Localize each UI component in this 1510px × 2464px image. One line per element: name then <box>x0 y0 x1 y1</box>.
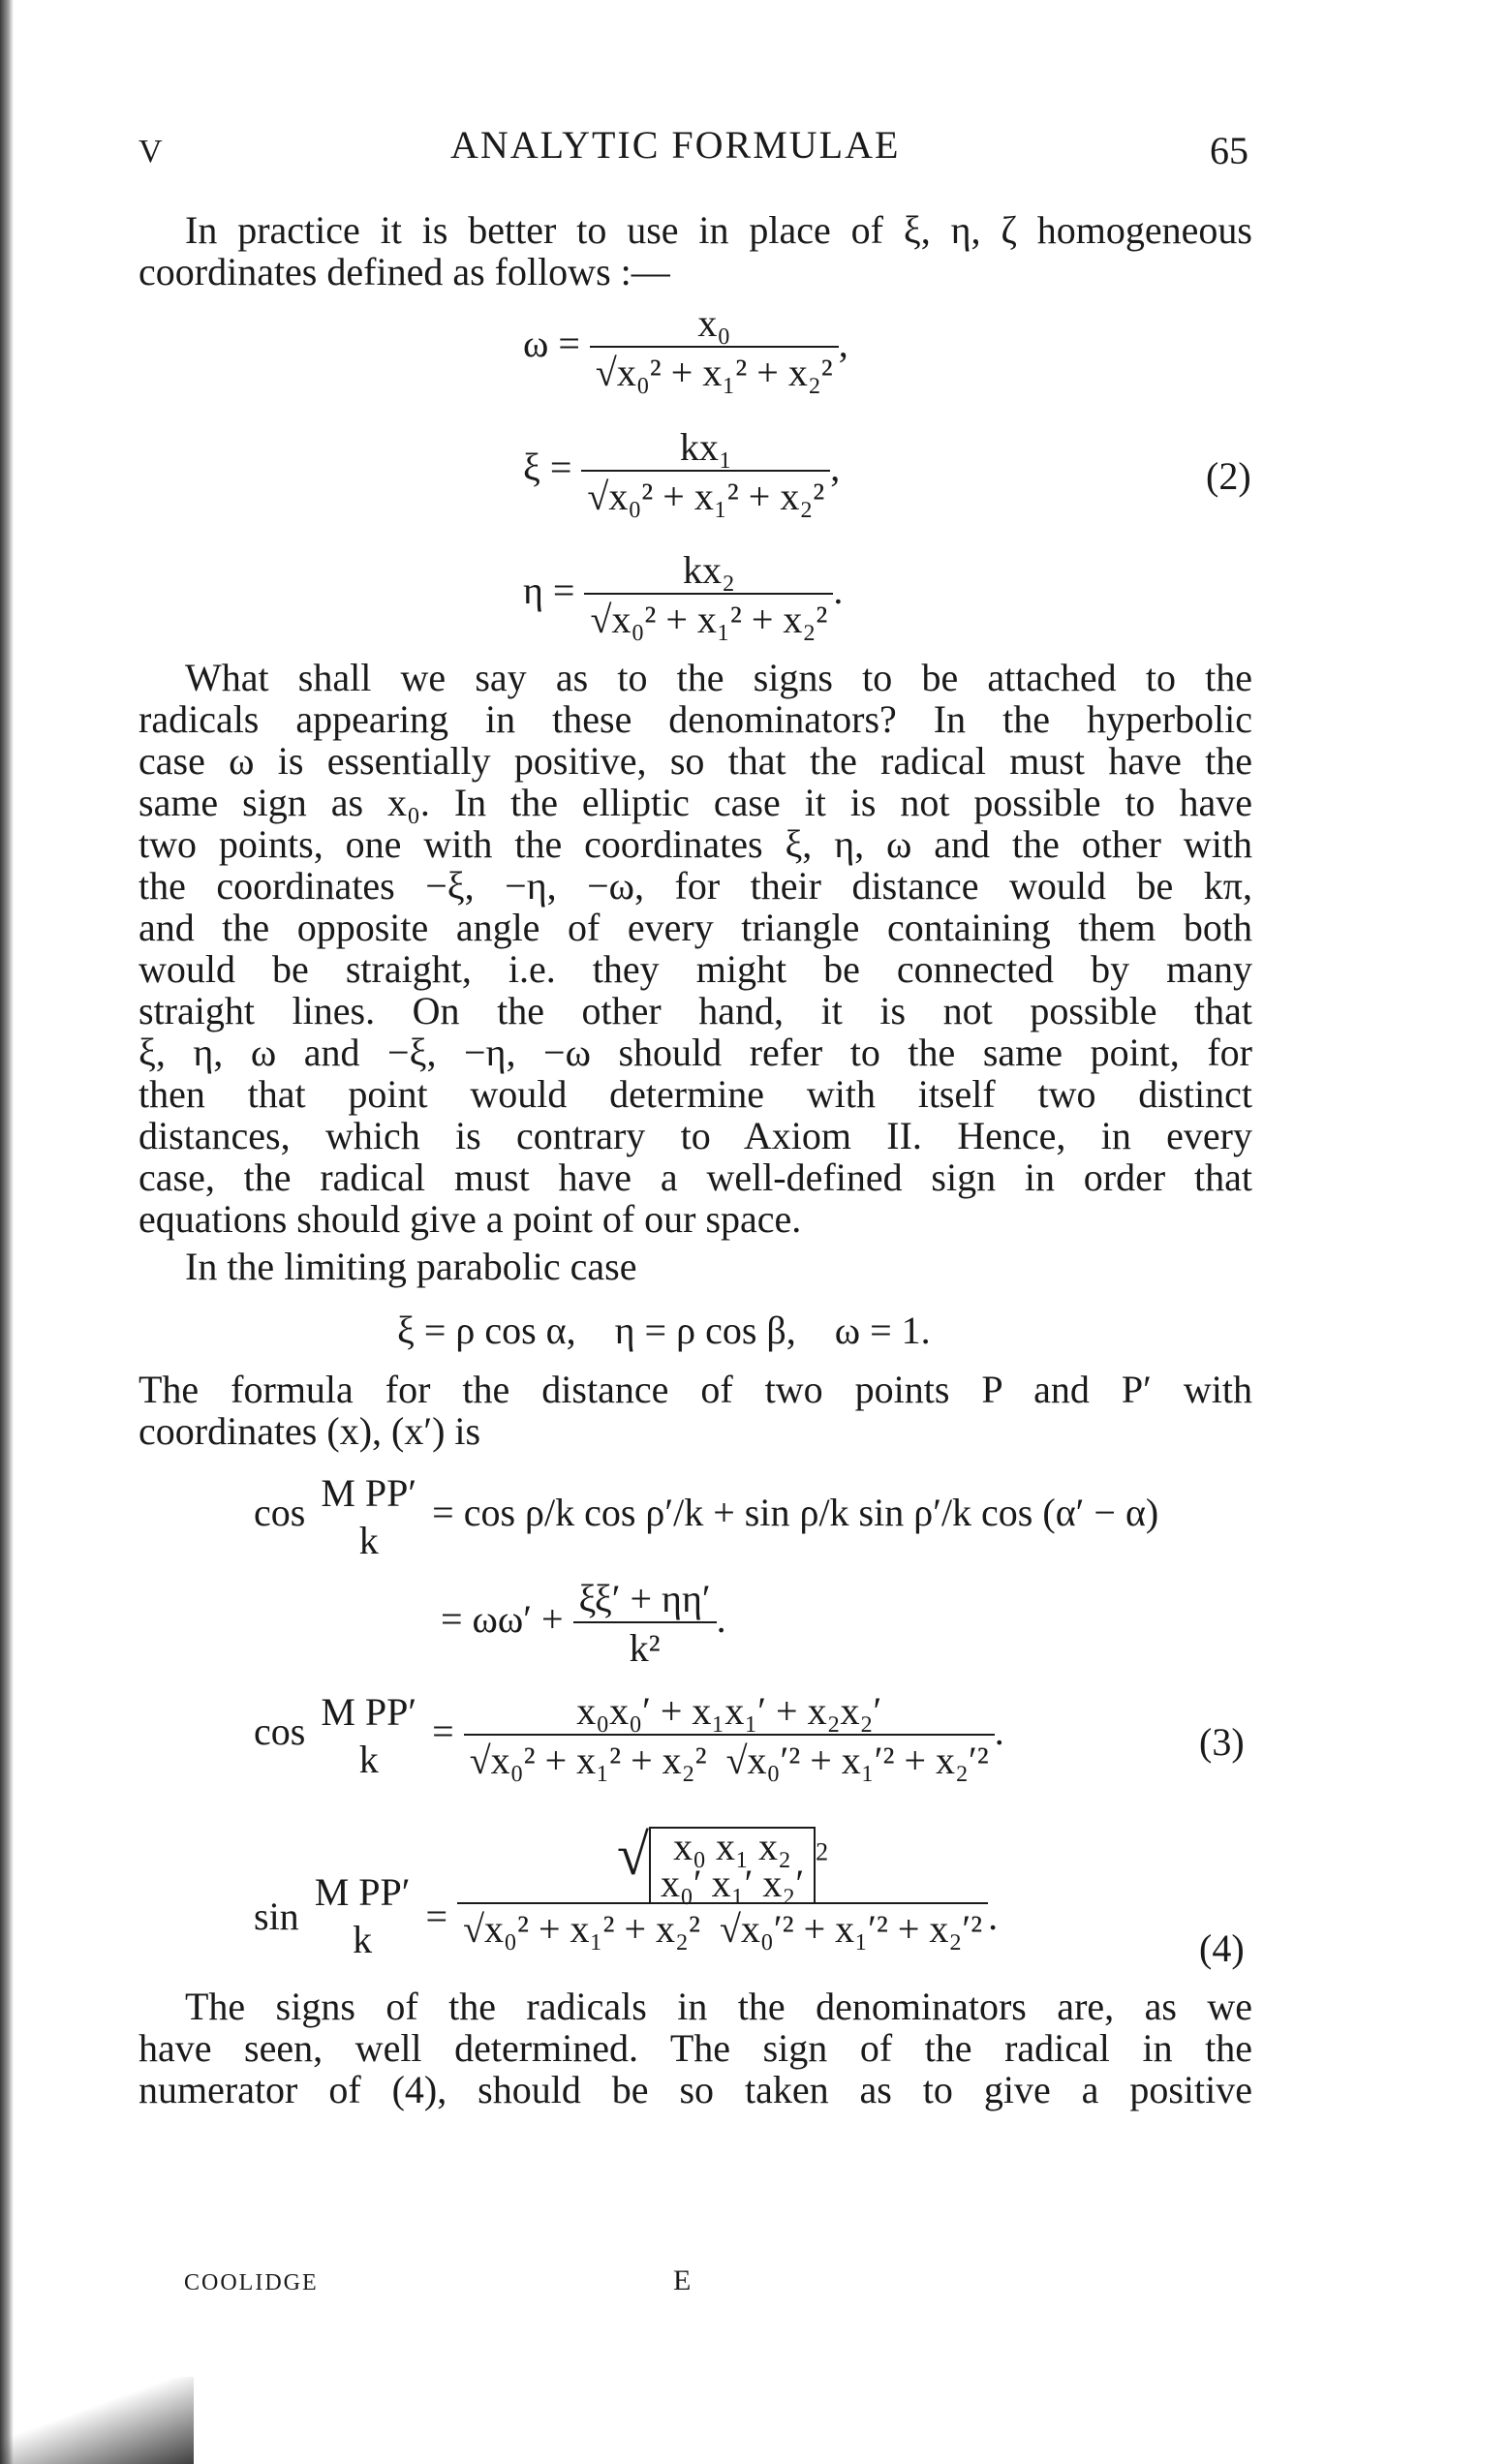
text-line: numerator of (4), should be so taken as to give a positive <box>139 2068 1252 2111</box>
function-name: cos <box>254 1491 306 1535</box>
equation-number-4: (4) <box>1199 1926 1245 1970</box>
equation-eta <box>523 547 843 642</box>
punctuation: . <box>716 1597 726 1642</box>
text-line: two points, one with the coordinates ξ, η, ω and the other with <box>139 822 1252 866</box>
function-name: sin <box>254 1894 299 1938</box>
text-line: same sign as x₀. In the elliptic case it is not possible to have <box>139 781 1252 824</box>
equation-4: sin M PP′ k = √ x₀ x₁ x₂ x₀′ x₁′ x₂′ $^2$ √x₀² + x₁² + x₂² √x₀′² + x₁′² + x₂′² . <box>254 1822 999 1961</box>
text-line: ξ, η, ω and −ξ, −η, −ω should refer to the same point, for <box>139 1031 1252 1074</box>
fraction <box>457 1822 988 1953</box>
equation-number-3: (3) <box>1199 1720 1245 1764</box>
numerator: x₀x₀′ + x₁x₁′ + x₂x₂′ <box>576 1689 882 1733</box>
punctuation: , <box>838 322 848 366</box>
text-line: and the opposite angle of every triangle containing them both <box>139 906 1252 949</box>
text-line: In practice it is better to use in place of ξ, η, ζ homogeneous <box>185 208 1252 252</box>
signature-mark: E <box>673 2264 692 2296</box>
paragraph-parabolic <box>139 1246 1252 1287</box>
numerator: x₀ <box>697 301 731 345</box>
numerator: M PP′ <box>321 1471 417 1515</box>
numerator: M PP′ <box>321 1690 417 1734</box>
denominator: k <box>353 1918 373 1961</box>
numerator: √ x₀ x₁ x₂ x₀′ x₁′ x₂′ $^2$ <box>617 1822 829 1906</box>
denominator: k² <box>573 1621 717 1671</box>
text-line: What shall we say as to the signs to be attached to the <box>185 656 1252 699</box>
text-line: case ω is essentially positive, so that the radical must have the <box>139 739 1252 783</box>
equation-number-2: (2) <box>1206 454 1251 498</box>
denominator: √x₀² + x₁² + x₂² √x₀′² + x₁′² + x₂′² <box>464 1734 995 1783</box>
fraction <box>590 300 839 395</box>
binding-edge <box>0 0 14 2464</box>
text-line: straight lines. On the other hand, it is not possible that <box>139 989 1252 1032</box>
denominator: √x₀² + x₁² + x₂² √x₀′² + x₁′² + x₂′² <box>457 1902 988 1952</box>
equation-lhs: ξ = <box>523 446 572 490</box>
equation-omega <box>523 300 848 395</box>
text-line: would be straight, i.e. they might be connected by many <box>139 947 1252 991</box>
text-line: case, the radical must have a well-defined sign in order that <box>139 1155 1252 1199</box>
fraction <box>315 1689 422 1782</box>
determinant-row: x₀′ x₁′ x₂′ <box>660 1862 805 1906</box>
equation-xi <box>523 424 840 519</box>
paragraph-intro <box>139 209 1252 293</box>
paragraph-signs <box>139 1986 1252 2110</box>
numerator: M PP′ <box>314 1870 411 1914</box>
function-name: cos <box>254 1709 306 1754</box>
punctuation: . <box>988 1894 999 1938</box>
text-line: The formula for the distance of two points P and P′ with <box>139 1368 1252 1411</box>
fraction <box>309 1869 416 1962</box>
numerator: kx₂ <box>682 548 735 592</box>
fraction <box>573 1576 717 1671</box>
denominator: √x₀² + x₁² + x₂² <box>581 470 830 519</box>
equation-rhs: = cos ρ/k cos ρ′/k + sin ρ/k sin ρ′/k cos (α′ − α) <box>432 1491 1159 1535</box>
text-line: The signs of the radicals in the denominators are, as we <box>185 1985 1252 2028</box>
denominator: √x₀² + x₁² + x₂² <box>590 346 839 395</box>
equation-cos-distance <box>254 1470 1158 1563</box>
page-number: 65 <box>1210 129 1248 172</box>
text-line: radicals appearing in these denominators? In the hyperbolic <box>139 697 1252 741</box>
text-line: have seen, well determined. The sign of the radical in the <box>139 2026 1252 2070</box>
fraction <box>584 547 833 642</box>
punctuation: . <box>994 1709 1004 1754</box>
equation-cos-omega <box>441 1576 726 1671</box>
equation-lhs: ω = <box>523 322 580 366</box>
footer-author: COOLIDGE <box>184 2270 319 2295</box>
punctuation: , <box>830 446 841 490</box>
paragraph-distance <box>139 1369 1252 1452</box>
equation-rhs: = ωω′ + <box>441 1597 564 1642</box>
page-shadow <box>0 2377 194 2464</box>
equation-3: cos M PP′ k = $\frac{\text{x₀x₀′ + x₁x₁′ + x₂x₂′}}{\text{√x₀² + x₁² + x₂² √x₀′² + x₁′² + x₂′²}}$ . <box>254 1689 1004 1782</box>
equation-lhs: η = <box>523 569 575 613</box>
text-line: distances, which is contrary to Axiom II. Hence, in every <box>139 1114 1252 1157</box>
denominator: k <box>358 1519 379 1562</box>
text-line: the coordinates −ξ, −η, −ω, for their distance would be kπ, <box>139 864 1252 908</box>
determinant-row: x₀ x₁ x₂ <box>673 1825 791 1869</box>
denominator: √x₀² + x₁² + x₂² <box>584 593 833 642</box>
running-title: ANALYTIC FORMULAE <box>450 123 901 167</box>
numerator: kx₁ <box>679 425 732 469</box>
text-line: In the limiting parabolic case <box>185 1245 637 1288</box>
exponent: 2 <box>816 1837 829 1866</box>
fraction <box>315 1470 422 1563</box>
text-line: then that point would determine with itself two distinct <box>139 1072 1252 1116</box>
fraction <box>581 424 830 519</box>
equation-parabolic: ξ = ρ cos α, η = ρ cos β, ω = 1. <box>397 1309 931 1352</box>
text-line: coordinates (x), (x′) is <box>139 1409 481 1453</box>
chapter-number: V <box>139 134 163 169</box>
text-line: coordinates defined as follows :— <box>139 250 670 293</box>
paragraph-radicals <box>139 657 1252 1240</box>
denominator: k <box>358 1738 379 1781</box>
numerator: ξξ′ + ηη′ <box>578 1577 711 1620</box>
fraction <box>464 1688 995 1783</box>
text-line: equations should give a point of our space. <box>139 1197 802 1241</box>
punctuation: . <box>833 569 844 613</box>
